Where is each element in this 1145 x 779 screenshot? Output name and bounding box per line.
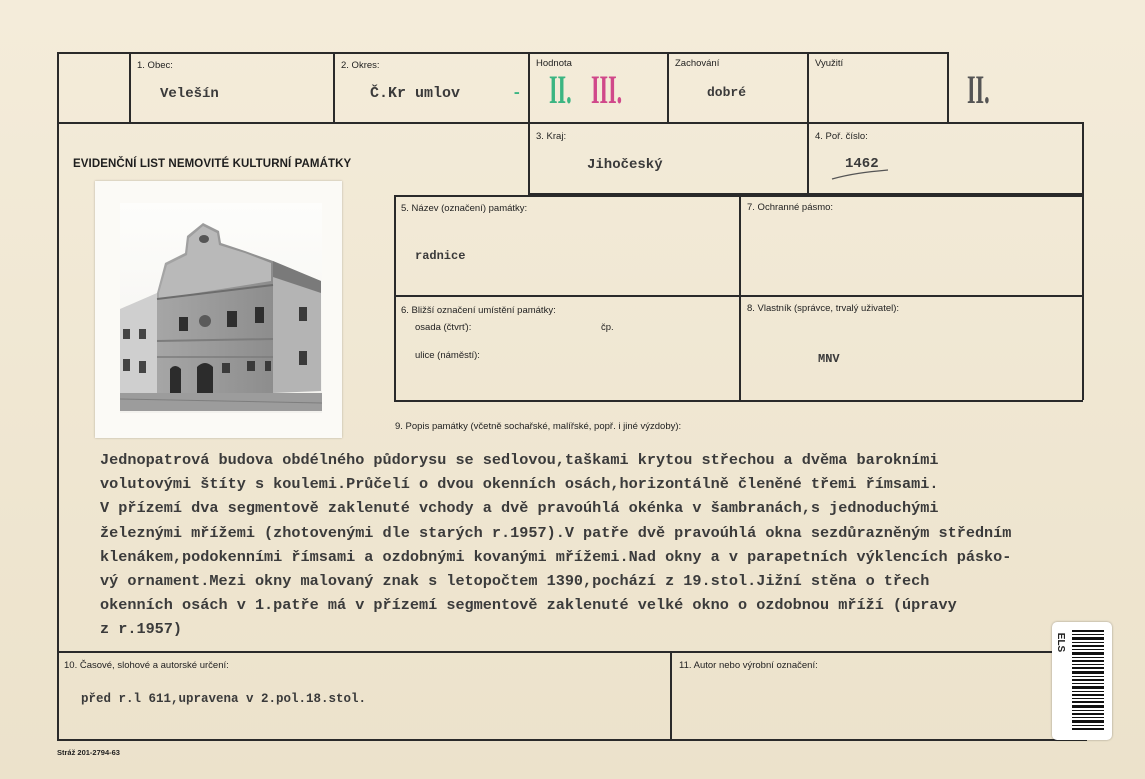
barcode-label: ELS xyxy=(1055,632,1067,653)
poradove-cislo-label: 4. Poř. číslo: xyxy=(815,131,868,142)
popis-line: z r.1957) xyxy=(100,620,183,639)
handwritten-check-mark xyxy=(830,168,890,182)
hodnota-stamp-pink: III. xyxy=(591,67,623,112)
hodnota-label: Hodnota xyxy=(536,58,572,69)
zachovani-value: dobré xyxy=(707,85,747,100)
rule-h6 xyxy=(947,52,949,122)
rule-box5-left xyxy=(394,195,396,401)
barcode-sticker xyxy=(1052,622,1112,740)
okres-label: 2. Okres: xyxy=(341,60,380,71)
zachovani-label: Zachování xyxy=(675,58,720,69)
print-code: Stráž 201-2794-63 xyxy=(57,748,120,757)
vyuziti-label: Využití xyxy=(815,58,844,69)
popis-line: klenákem,podokenními římsami a ozdobnými kovanými mřížemi.Nad okny a v parapetních výklencích pásko- xyxy=(100,547,1012,566)
kraj-label: 3. Kraj: xyxy=(536,131,567,142)
umisteni-label: 6. Bližší označení umístění památky: xyxy=(401,305,556,316)
nazev-value: radnice xyxy=(415,249,466,263)
popis-line: železnými mřížemi (zhotovenými dle starých r.1957).V patře dvě pravoúhlá okna sezdůrazněným středním xyxy=(100,523,1012,542)
kraj-value: Jihočeský xyxy=(587,157,663,173)
okres-value: Č.Kr umlov xyxy=(370,85,461,102)
cp-label: čp. xyxy=(601,322,614,333)
popis-label: 9. Popis památky (včetně sochařské, malířské, popř. i jiné výzdoby): xyxy=(395,421,682,432)
ulice-label: ulice (náměstí): xyxy=(415,350,480,361)
popis-text xyxy=(100,448,1090,642)
popis-line: Jednopatrová budova obdélného půdorysu se sedlovou,taškami krytou střechou a dvěma barokními xyxy=(100,451,939,469)
popis-line: okenních osách v 1.patře má v přízemí segmentově zaklenuté velké okno o ozdobnou mříží (úpravy xyxy=(100,596,957,615)
ochranne-pasmo-label: 7. Ochranné pásmo: xyxy=(747,202,834,213)
vlastnik-label: 8. Vlastník (správce, trvalý uživatel): xyxy=(747,303,900,314)
rule-left xyxy=(57,52,59,740)
rule-box-mid xyxy=(739,195,741,401)
poradove-cislo-value: 1462 xyxy=(845,156,879,172)
rule-row5-bottom xyxy=(394,295,1083,297)
rule-row6-bottom xyxy=(394,400,1083,402)
rule-h2 xyxy=(333,52,335,122)
rule-h3 xyxy=(528,52,530,193)
barcode-icon xyxy=(1072,630,1104,734)
rule-row10-mid xyxy=(670,651,672,740)
autor-label: 11. Autor nebo výrobní označení: xyxy=(679,660,818,671)
vyuziti-value: II. xyxy=(967,67,990,112)
rule-h4 xyxy=(667,52,669,122)
obec-label: 1. Obec: xyxy=(137,60,173,71)
monument-photo xyxy=(95,181,342,438)
nazev-label: 5. Název (označení) památky: xyxy=(401,203,528,214)
urceni-value: před r.l 611,upravena v 2.pol.18.stol. xyxy=(81,692,367,706)
form-title: EVIDENČNÍ LIST NEMOVITÉ KULTURNÍ PAMÁTKY xyxy=(73,158,352,170)
popis-line: vý ornament.Mezi okny malovaný znak s letopočtem 1390,pochází z 19.stol.Jižní stěna o třech xyxy=(100,572,930,591)
obec-value: Velešín xyxy=(160,86,219,102)
rule-h5 xyxy=(807,52,809,193)
hodnota-stamp-green: II. xyxy=(549,67,572,112)
rule-header-bottom xyxy=(57,122,1083,124)
popis-line: volutovými štíty s koulemi.Průčelí o dvou okenních osách,horizontálně členěné třemi římsami. xyxy=(100,475,939,494)
rule-h1 xyxy=(129,52,131,122)
popis-line: V přízemí dva segmentově zaklenuté vchody a dvě pravoúhlá okénka v šambranách,s jednoduchými xyxy=(100,499,939,518)
rule-top xyxy=(57,52,949,54)
rule-right xyxy=(1082,122,1084,400)
vlastnik-value: MNV xyxy=(818,352,840,366)
rule-bottom xyxy=(57,739,1087,741)
osada-label: osada (čtvrť): xyxy=(415,322,472,333)
rule-row10-top xyxy=(57,651,1087,653)
urceni-label: 10. Časové, slohové a autorské určení: xyxy=(64,660,229,671)
hodnota-dash: - xyxy=(512,84,522,102)
town-hall-photo-image xyxy=(95,181,342,438)
